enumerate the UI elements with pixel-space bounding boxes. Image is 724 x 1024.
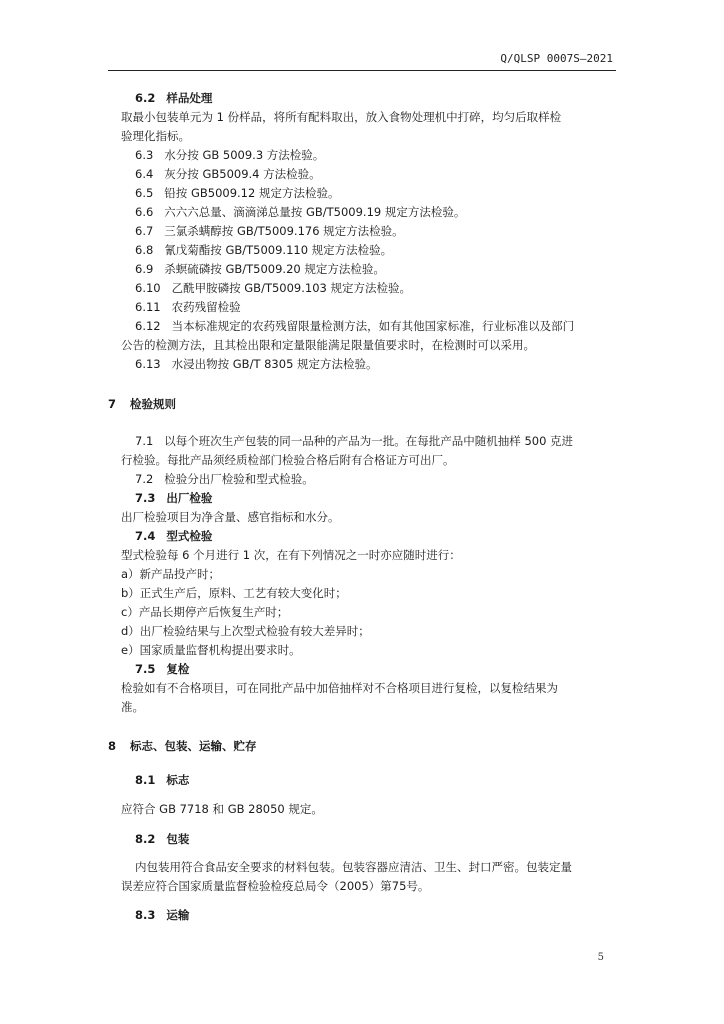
- clause-number: 7.2: [135, 472, 154, 486]
- paragraph-line: 内包装用符合食品安全要求的材料包装。包装容器应清洁、卫生、封口严密。包装定量: [135, 860, 572, 874]
- clause-6-2-heading: [135, 89, 617, 107]
- paragraph-line: 行检验。每批产品须经质检部门检验合格后附有合格证方可出厂。: [121, 453, 455, 467]
- clause-number: 6.4: [135, 167, 154, 181]
- clause-7-4-heading: [135, 527, 617, 545]
- clause-8-3-heading: [135, 906, 617, 924]
- clause-text: 以每个班次生产包装的同一品种的产品为一批。在每批产品中随机抽样 500 克进: [164, 434, 574, 448]
- clause-text: 水分按 GB 5009.3 方法检验。: [164, 148, 325, 162]
- clause-title: 包装: [166, 832, 190, 846]
- clause-number: 7.4: [135, 529, 156, 543]
- list-item: b）正式生产后，原料、工艺有较大变化时；: [121, 586, 347, 600]
- clause-number: 8.1: [135, 773, 156, 787]
- clause-text: 氰戊菊酯按 GB/T5009.110 规定方法检验。: [164, 243, 393, 257]
- clause-title: 型式检验: [166, 529, 213, 543]
- paragraph-line: 误差应符合国家质量监督检验检疫总局令（2005）第75号。: [121, 879, 430, 893]
- section-7-heading: [108, 395, 176, 413]
- clause-number: 8.2: [135, 832, 156, 846]
- clause-number: 7.3: [135, 491, 156, 505]
- clause-number: 6.2: [135, 91, 156, 105]
- clause-6-11: [135, 298, 617, 316]
- clause-text: 乙酰甲胺磷按 GB/T5009.103 规定方法检验。: [171, 281, 411, 295]
- section-number: 7: [108, 397, 117, 411]
- clause-number: 6.12: [135, 319, 161, 333]
- document-code: Q/QLSP 0007S—2021: [500, 52, 613, 65]
- clause-number: 6.13: [135, 357, 161, 371]
- clause-6-6: [135, 203, 617, 221]
- section-title: 检验规则: [130, 397, 177, 411]
- clause-6-5: [135, 184, 617, 202]
- clause-number: 6.10: [135, 281, 161, 295]
- clause-number: 6.5: [135, 186, 154, 200]
- list-item: e）国家质量监督机构提出要求时。: [121, 643, 301, 657]
- paragraph-line: 应符合 GB 7718 和 GB 28050 规定。: [121, 802, 323, 816]
- list-item: a）新产品投产时；: [121, 567, 221, 581]
- clause-6-12: [135, 317, 617, 335]
- clause-number: 6.8: [135, 243, 154, 257]
- clause-7-1: [135, 432, 617, 450]
- header-rule: [108, 70, 616, 71]
- clause-6-4: [135, 165, 617, 183]
- clause-text: 六六六总量、滴滴涕总量按 GB/T5009.19 规定方法检验。: [164, 205, 466, 219]
- clause-title: 出厂检验: [166, 491, 213, 505]
- clause-7-3-heading: [135, 489, 617, 507]
- section-title: 标志、包装、运输、贮存: [130, 739, 257, 753]
- paragraph-line: 检验如有不合格项目，可在同批产品中加倍抽样对不合格项目进行复检，以复检结果为: [121, 681, 558, 695]
- clause-number: 6.11: [135, 300, 161, 314]
- page-number: 5: [597, 952, 604, 963]
- clause-number: 6.7: [135, 224, 154, 238]
- clause-number: 7.5: [135, 662, 156, 676]
- clause-text: 杀螟硫磷按 GB/T5009.20 规定方法检验。: [164, 262, 385, 276]
- clause-title: 复检: [166, 662, 190, 676]
- clause-6-10: [135, 279, 617, 297]
- paragraph-line: 准。: [121, 700, 144, 714]
- paragraph-line: 取最小包装单元为 1 份样品，将所有配料取出，放入食物处理机中打碎，均匀后取样检: [121, 110, 562, 124]
- clause-title: 标志: [166, 773, 190, 787]
- list-item: d）出厂检验结果与上次型式检验有较大差异时；: [121, 624, 370, 638]
- clause-number: 6.6: [135, 205, 154, 219]
- clause-text: 农药残留检验: [171, 300, 241, 314]
- clause-number: 6.3: [135, 148, 154, 162]
- paragraph-line: 公告的检测方法，且其检出限和定量限能满足限量值要求时，在检测时可以采用。: [121, 338, 535, 352]
- clause-text: 当本标准规定的农药残留限量检测方法，如有其他国家标准，行业标准以及部门: [171, 319, 575, 333]
- paragraph-line: 验理化指标。: [121, 129, 190, 143]
- clause-6-3: [135, 146, 617, 164]
- clause-8-2-heading: [135, 830, 617, 848]
- list-item: c）产品长期停产后恢复生产时；: [121, 605, 289, 619]
- clause-number: 6.9: [135, 262, 154, 276]
- clause-title: 运输: [166, 908, 190, 922]
- clause-text: 铅按 GB5009.12 规定方法检验。: [164, 186, 340, 200]
- paragraph-line: 型式检验每 6 个月进行 1 次，在有下列情况之一时亦应随时进行：: [121, 548, 461, 562]
- clause-6-8: [135, 241, 617, 259]
- clause-text: 检验分出厂检验和型式检验。: [164, 472, 314, 486]
- clause-7-2: [135, 470, 617, 488]
- clause-title: 样品处理: [166, 91, 213, 105]
- clause-8-1-heading: [135, 771, 617, 789]
- clause-6-9: [135, 260, 617, 278]
- clause-text: 灰分按 GB5009.4 方法检验。: [164, 167, 321, 181]
- clause-number: 7.1: [135, 434, 154, 448]
- clause-6-13: [135, 355, 617, 373]
- section-8-heading: [108, 737, 257, 755]
- clause-number: 8.3: [135, 908, 156, 922]
- clause-6-7: [135, 222, 617, 240]
- section-number: 8: [108, 739, 117, 753]
- clause-text: 水浸出物按 GB/T 8305 规定方法检验。: [171, 357, 378, 371]
- clause-text: 三氯杀螨醇按 GB/T5009.176 规定方法检验。: [164, 224, 404, 238]
- paragraph-line: 出厂检验项目为净含量、感官指标和水分。: [121, 510, 340, 524]
- clause-7-5-heading: [135, 660, 617, 678]
